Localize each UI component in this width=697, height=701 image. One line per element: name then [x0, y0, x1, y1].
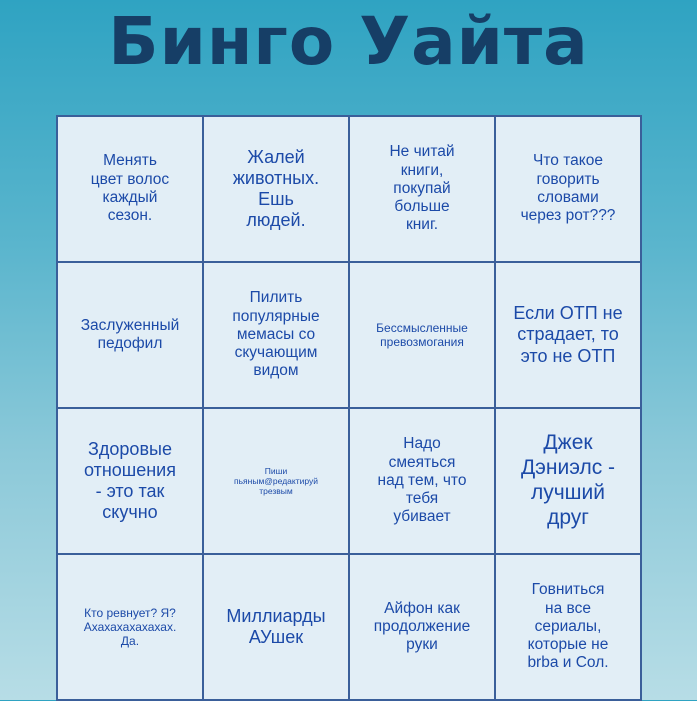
- bingo-cell[interactable]: [348, 553, 496, 701]
- bingo-cell[interactable]: [56, 407, 204, 555]
- bingo-cell-text: Джек Дэниэлс - лучший друг: [520, 431, 616, 529]
- bingo-cell[interactable]: [202, 261, 350, 409]
- bingo-cell[interactable]: [494, 407, 642, 555]
- bingo-cell[interactable]: [56, 553, 204, 701]
- bingo-cell[interactable]: [56, 261, 204, 409]
- bingo-grid: [57, 116, 641, 700]
- bingo-cell-text: Надо смеяться над тем, что тебя убивает: [377, 435, 467, 526]
- bingo-cell-text: Пилить популярные мемасы со скучающим видом: [232, 289, 320, 380]
- bingo-cell-text: Айфон как продолжение руки: [373, 599, 471, 654]
- bingo-cell-text: Миллиарды АУшек: [226, 605, 326, 647]
- bingo-cell[interactable]: [494, 553, 642, 701]
- bingo-cell-text: Пиши пьяным@редактируй трезвым: [234, 465, 318, 496]
- bingo-cell-text: Здоровые отношения - это так скучно: [83, 438, 176, 523]
- bingo-cell-text: Что такое говорить словами через рот???: [520, 152, 616, 225]
- bingo-cell[interactable]: [348, 115, 496, 263]
- bingo-cell[interactable]: [348, 261, 496, 409]
- bingo-cell[interactable]: [56, 115, 204, 263]
- bingo-cell-text: Кто ревнует? Я? Ахахахахахахах. Да.: [83, 605, 177, 649]
- bingo-cell-text: Менять цвет волос каждый сезон.: [90, 152, 170, 225]
- bingo-cell[interactable]: [348, 407, 496, 555]
- bingo-cell[interactable]: [494, 261, 642, 409]
- bingo-cell[interactable]: [494, 115, 642, 263]
- bingo-cell-text: Заслуженный педофил: [80, 316, 180, 352]
- bingo-cell-text: Бессмысленные превозмогания: [376, 320, 468, 349]
- bingo-title: Бинго Уайта: [108, 3, 589, 80]
- bingo-cell[interactable]: [202, 115, 350, 263]
- bingo-cell-text: Говниться на все сериалы, которые не brba и Сол.: [527, 581, 609, 672]
- bingo-cell-text: Не читай книги, покупай больше книг.: [389, 143, 455, 234]
- bingo-cell[interactable]: [202, 553, 350, 701]
- bingo-cell-text: Жалей животных. Ешь людей.: [232, 146, 320, 231]
- bingo-cell[interactable]: [202, 407, 350, 555]
- bingo-cell-text: Если ОТП не страдает, то это не ОТП: [513, 303, 623, 366]
